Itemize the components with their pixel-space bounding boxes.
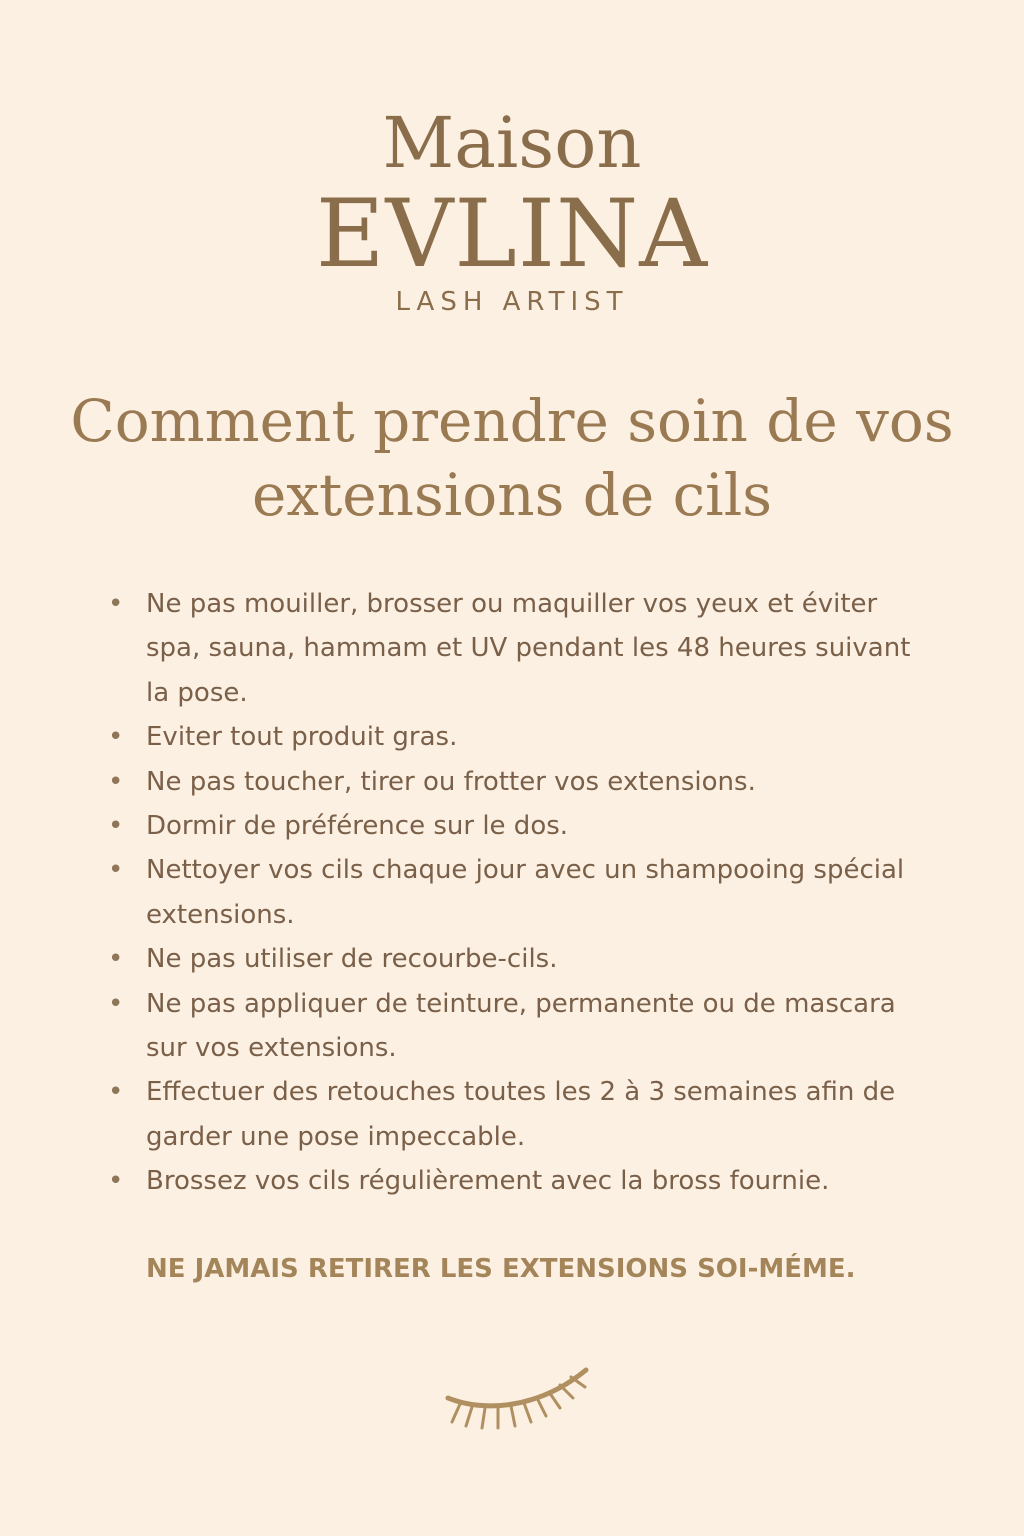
warning-text: NE JAMAIS RETIRER LES EXTENSIONS SOI-MÉME. (146, 1254, 856, 1284)
bullet-icon: • (108, 589, 124, 619)
care-item-text: Brossez vos cils régulièrement avec la bross fournie. (146, 1166, 830, 1197)
brand-name: EVLINA (315, 180, 709, 289)
care-item (108, 937, 928, 981)
care-item (108, 715, 928, 759)
care-item (108, 804, 928, 848)
care-item-text: Dormir de préférence sur le dos. (146, 811, 569, 842)
care-item-text: Effectuer des retouches toutes les 2 à 3 semaines afin de garder une pose impeccable. (146, 1077, 896, 1152)
bullet-icon: • (108, 722, 124, 753)
care-item-text: Ne pas utiliser de recourbe-cils. (146, 944, 558, 975)
brand-subtitle: LASH ARTIST (395, 287, 629, 317)
page-title (0, 384, 1024, 532)
care-item (108, 982, 928, 1071)
care-item-text: Nettoyer vos cils chaque jour avec un shampooing spécial extensions. (146, 855, 905, 930)
eyelash-icon (442, 1360, 592, 1430)
care-item-text: Ne pas mouiller, brosser ou maquiller vos yeux et éviter spa, sauna, hammam et UV pendant les 48 heures suivant la pose. (146, 589, 911, 708)
bullet-icon: • (108, 811, 124, 842)
care-item (108, 1159, 928, 1203)
title-text: Comment prendre soin de vos extensions de cils (70, 387, 954, 529)
care-item-text: Ne pas toucher, tirer ou frotter vos extensions. (146, 766, 756, 797)
care-item (108, 1070, 928, 1159)
bullet-icon: • (108, 988, 124, 1019)
bullet-icon: • (108, 855, 124, 886)
care-item-text: Ne pas appliquer de teinture, permanente ou de mascara sur vos extensions. (146, 988, 896, 1064)
care-item (108, 848, 928, 937)
bullet-icon: • (108, 1166, 124, 1197)
care-item (108, 760, 928, 804)
care-item (108, 582, 928, 715)
care-item-text: Eviter tout produit gras. (146, 722, 458, 753)
care-instructions-list (108, 582, 928, 1204)
bullet-icon: • (108, 766, 124, 797)
bullet-icon: • (108, 944, 124, 975)
brand-maison: Maison (382, 102, 642, 184)
bullet-icon: • (108, 1077, 124, 1108)
